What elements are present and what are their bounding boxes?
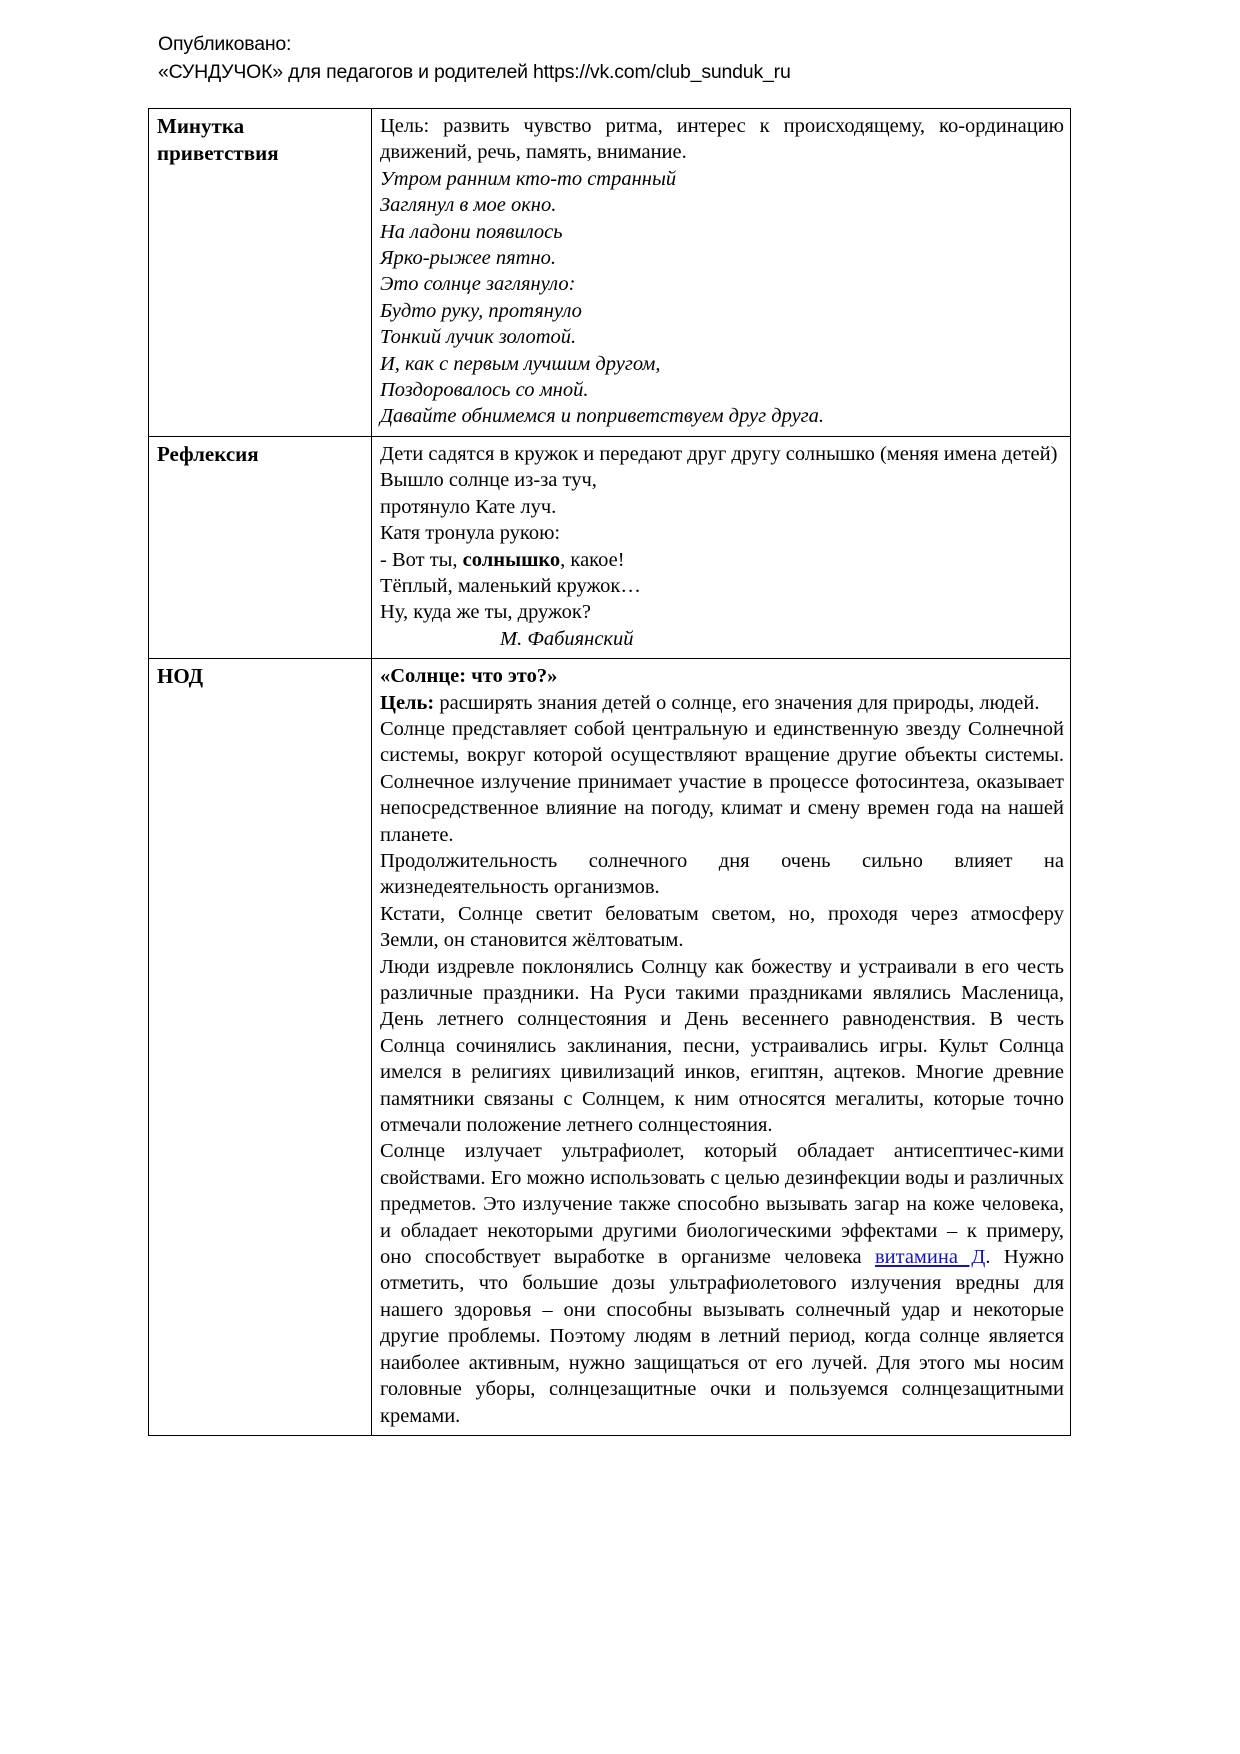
reflection-highlight-line bbox=[380, 547, 1064, 573]
row-label-reflection: Рефлексия bbox=[157, 441, 259, 466]
table-row bbox=[149, 436, 1071, 658]
row-body-cell bbox=[372, 109, 1071, 437]
poem-line: Поздоровалось со мной. bbox=[380, 379, 589, 402]
reflection-verse-line: Катя тронула рукою: bbox=[380, 522, 561, 545]
poem-line: И, как с первым лучшим другом, bbox=[380, 352, 661, 375]
poem-line: Будто руку, протянуло bbox=[380, 299, 582, 322]
reflection-verse-line: Ну, куда же ты, дружок? bbox=[380, 601, 591, 624]
nod-paragraph: Кстати, Солнце светит беловатым светом, но, проходя через атмосферу Земли, он становится жёлтоватым. bbox=[380, 902, 1064, 952]
row-body-cell bbox=[372, 436, 1071, 658]
highlight-after: , какое! bbox=[560, 548, 625, 571]
highlight-word-sun: солнышко bbox=[462, 548, 561, 571]
row-label-cell bbox=[149, 436, 372, 658]
reflection-intro: Дети садятся в кружок и передают друг другу солнышко (меняя имена детей) bbox=[380, 442, 1058, 465]
row-label-cell bbox=[149, 109, 372, 437]
poem-line: Утром ранним кто-то странный bbox=[380, 167, 677, 190]
table-row bbox=[149, 659, 1071, 1436]
uv-text-before: Солнце излучает ультрафиолет, который обладает антисептичес-кими свойствами. Его можно использовать с целью дезинфекции воды и различных предметов. Это излучение также способно вызывать загар на коже человека, и обладает некоторыми другими биологическими эффектами – к примеру, оно способствует выработке в организме человека bbox=[380, 1140, 1064, 1269]
nod-goal-label: Цель: bbox=[380, 691, 435, 714]
nod-goal-text: расширять знания детей о солнце, его значения для природы, людей. bbox=[434, 691, 1040, 714]
nod-paragraph: Продолжительность солнечного дня очень сильно влияет на жизнедеятельность организмов. bbox=[380, 849, 1064, 899]
poem-author: М. Фабиянский bbox=[500, 627, 634, 650]
nod-content bbox=[380, 663, 1064, 1429]
poem-line: Заглянул в мое окно. bbox=[380, 194, 557, 217]
row-label-nod: НОД bbox=[157, 664, 204, 689]
nod-paragraph: Люди издревле поклонялись Солнцу как божеству и устраивали в его честь различные праздники. На Руси такими праздниками являлись Масленица, День летнего солнцестояния и День весеннего равноденствия. В честь Солнца сочинялись заклинания, песни, устраивались игры. Культ Солнца имелся в религиях цивилизаций инков, египтян, ацтеков. Многие древние памятники связаны с Солнцем, к ним относятся мегалиты, которые точно отмечали положение летнего солнцестояния. bbox=[380, 955, 1064, 1137]
row-label-greeting: Минутка приветствия bbox=[157, 114, 279, 165]
row-label-cell bbox=[149, 659, 372, 1436]
highlight-before: - Вот ты, bbox=[380, 548, 463, 571]
publisher-line: «СУНДУЧОК» для педагогов и родителей https://vk.com/club_sunduk_ru bbox=[158, 61, 791, 83]
poem-line: Это солнце заглянуло: bbox=[380, 273, 576, 296]
poem-line: Ярко-рыжее пятно. bbox=[380, 247, 556, 270]
vitamin-d-link[interactable]: витамина Д bbox=[874, 1246, 986, 1269]
published-label: Опубликовано: bbox=[158, 33, 292, 55]
greeting-goal: Цель: развить чувство ритма, интерес к происходящему, ко-ординацию движений, речь, память, внимание. bbox=[380, 115, 1064, 164]
publication-header bbox=[158, 30, 1240, 86]
reflection-verse-line: Тёплый, маленький кружок… bbox=[380, 574, 641, 597]
poem-line: Тонкий лучик золотой. bbox=[380, 326, 577, 349]
greeting-content bbox=[380, 113, 1064, 430]
row-body-cell bbox=[372, 659, 1071, 1436]
reflection-verse-line: Вышло солнце из-за туч, bbox=[380, 469, 597, 492]
nod-paragraph: Солнце представляет собой центральную и единственную звезду Солнечной системы, вокруг которой осуществляют вращение другие объекты системы. Солнечное излучение принимает участие в процессе фотосинтеза, оказывает непосредственное влияние на погоду, климат и смену времен года на нашей планете. bbox=[380, 717, 1064, 846]
reflection-verse-line: протянуло Кате луч. bbox=[380, 495, 557, 518]
nod-goal bbox=[380, 690, 1064, 716]
nod-uv-paragraph bbox=[380, 1138, 1064, 1428]
poem-line: На ладони появилось bbox=[380, 220, 563, 243]
table-row bbox=[149, 109, 1071, 437]
uv-text-after: . Нужно отметить, что большие дозы ультрафиолетового излучения вредны для нашего здоровья – они способны вызывать солнечный удар и некоторые другие проблемы. Поэтому людям в летний период, когда солнце является наиболее активным, нужно защищаться от его лучей. Для этого мы носим головные уборы, солнцезащитные очки и пользуемся солнцезащитными кремами. bbox=[380, 1246, 1064, 1427]
reflection-content bbox=[380, 441, 1064, 652]
nod-title: «Солнце: что это?» bbox=[380, 665, 558, 688]
poem-line: Давайте обнимемся и поприветствуем друг друга. bbox=[380, 405, 825, 428]
lesson-plan-table bbox=[148, 108, 1071, 1436]
